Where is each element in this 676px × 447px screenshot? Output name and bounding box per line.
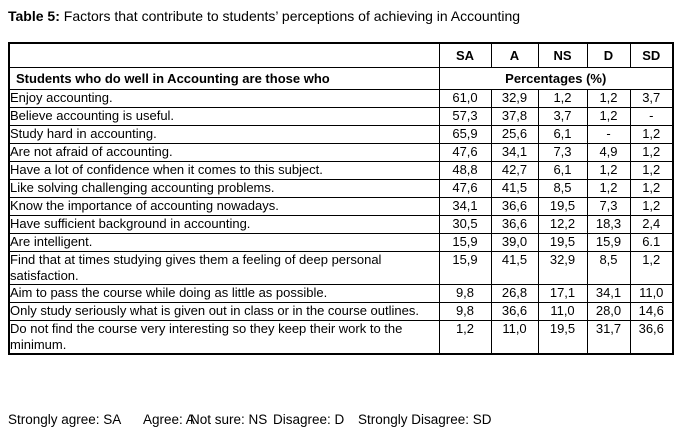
- row-value: 25,6: [491, 126, 538, 144]
- row-value: 3,7: [538, 108, 587, 126]
- legend-strongly-disagree: Strongly Disagree: SD: [358, 412, 492, 427]
- row-label: Have a lot of confidence when it comes to this subject.: [9, 162, 439, 180]
- row-label: Only study seriously what is given out in class or in the course outlines.: [9, 303, 439, 321]
- legend-not-sure: Not sure: NS: [190, 412, 268, 427]
- row-value: 30,5: [439, 216, 491, 234]
- column-header-a: A: [491, 43, 538, 68]
- table-caption-text: Factors that contribute to students’ perceptions of achieving in Accounting: [59, 8, 521, 24]
- legend: [0, 412, 676, 430]
- legend-disagree: Disagree: D: [273, 412, 345, 427]
- row-value: 15,9: [587, 234, 630, 252]
- row-value: 1,2: [587, 90, 630, 108]
- row-value: 6.1: [630, 234, 673, 252]
- table-row: [9, 90, 673, 108]
- row-value: 34,1: [439, 198, 491, 216]
- row-value: 1,2: [587, 180, 630, 198]
- table-row: [9, 144, 673, 162]
- row-value: 47,6: [439, 144, 491, 162]
- row-label: Have sufficient background in accounting.: [9, 216, 439, 234]
- row-value: 65,9: [439, 126, 491, 144]
- table-row: [9, 303, 673, 321]
- row-value: 19,5: [538, 321, 587, 355]
- row-value: 47,6: [439, 180, 491, 198]
- row-label: Enjoy accounting.: [9, 90, 439, 108]
- row-label: Are intelligent.: [9, 234, 439, 252]
- row-value: 36,6: [630, 321, 673, 355]
- row-label: Are not afraid of accounting.: [9, 144, 439, 162]
- row-value: 34,1: [587, 285, 630, 303]
- factors-table: [8, 42, 674, 355]
- table-row: [9, 285, 673, 303]
- empty-header-cell: [9, 43, 439, 68]
- row-value: 11,0: [538, 303, 587, 321]
- subheader-row: [9, 68, 673, 90]
- row-label: Like solving challenging accounting problems.: [9, 180, 439, 198]
- row-label: Aim to pass the course while doing as little as possible.: [9, 285, 439, 303]
- row-label: Believe accounting is useful.: [9, 108, 439, 126]
- row-value: 3,7: [630, 90, 673, 108]
- row-value: 1,2: [630, 252, 673, 285]
- row-value: 32,9: [491, 90, 538, 108]
- row-label: Do not find the course very interesting so they keep their work to the minimum.: [9, 321, 439, 355]
- row-value: 15,9: [439, 252, 491, 285]
- row-value: 18,3: [587, 216, 630, 234]
- row-value: 6,1: [538, 126, 587, 144]
- row-value: 2,4: [630, 216, 673, 234]
- table-body: [9, 90, 673, 355]
- column-header-sa: SA: [439, 43, 491, 68]
- row-value: 39,0: [491, 234, 538, 252]
- row-header-label: Students who do well in Accounting are those who: [9, 68, 439, 90]
- table-row: [9, 108, 673, 126]
- legend-agree: Agree: A: [143, 412, 195, 427]
- row-value: 12,2: [538, 216, 587, 234]
- row-value: 1,2: [630, 144, 673, 162]
- row-value: 8,5: [587, 252, 630, 285]
- row-value: 36,6: [491, 198, 538, 216]
- row-value: 9,8: [439, 303, 491, 321]
- row-value: 36,6: [491, 303, 538, 321]
- row-value: 19,5: [538, 234, 587, 252]
- row-value: 61,0: [439, 90, 491, 108]
- column-header-ns: NS: [538, 43, 587, 68]
- row-value: 17,1: [538, 285, 587, 303]
- row-label: Find that at times studying gives them a feeling of deep personal satisfaction.: [9, 252, 439, 285]
- row-value: 36,6: [491, 216, 538, 234]
- row-value: 1,2: [630, 162, 673, 180]
- row-value: -: [630, 108, 673, 126]
- percentages-header: Percentages (%): [439, 68, 673, 90]
- row-value: 11,0: [630, 285, 673, 303]
- row-value: 28,0: [587, 303, 630, 321]
- row-value: 1,2: [439, 321, 491, 355]
- row-value: 6,1: [538, 162, 587, 180]
- row-value: 7,3: [587, 198, 630, 216]
- legend-strongly-agree: Strongly agree: SA: [8, 412, 122, 427]
- row-value: -: [587, 126, 630, 144]
- row-value: 31,7: [587, 321, 630, 355]
- table-row: [9, 162, 673, 180]
- row-value: 15,9: [439, 234, 491, 252]
- row-value: 4,9: [587, 144, 630, 162]
- row-value: 7,3: [538, 144, 587, 162]
- table-row: [9, 216, 673, 234]
- table-row: [9, 234, 673, 252]
- row-value: 34,1: [491, 144, 538, 162]
- row-value: 26,8: [491, 285, 538, 303]
- row-value: 1,2: [538, 90, 587, 108]
- table-row: [9, 252, 673, 285]
- column-header-row: [9, 43, 673, 68]
- row-value: 19,5: [538, 198, 587, 216]
- row-value: 9,8: [439, 285, 491, 303]
- row-value: 1,2: [587, 108, 630, 126]
- row-value: 57,3: [439, 108, 491, 126]
- row-value: 1,2: [587, 162, 630, 180]
- table-row: [9, 126, 673, 144]
- row-value: 14,6: [630, 303, 673, 321]
- row-value: 1,2: [630, 126, 673, 144]
- row-value: 48,8: [439, 162, 491, 180]
- row-value: 41,5: [491, 180, 538, 198]
- row-value: 41,5: [491, 252, 538, 285]
- table-row: [9, 198, 673, 216]
- column-header-d: D: [587, 43, 630, 68]
- row-value: 8,5: [538, 180, 587, 198]
- table-caption: [8, 8, 520, 25]
- row-value: 32,9: [538, 252, 587, 285]
- table-caption-number: Table 5:: [8, 8, 60, 24]
- row-value: 42,7: [491, 162, 538, 180]
- table-row: [9, 321, 673, 355]
- row-label: Know the importance of accounting nowadays.: [9, 198, 439, 216]
- row-value: 11,0: [491, 321, 538, 355]
- row-label: Study hard in accounting.: [9, 126, 439, 144]
- column-header-sd: SD: [630, 43, 673, 68]
- row-value: 37,8: [491, 108, 538, 126]
- row-value: 1,2: [630, 198, 673, 216]
- table-row: [9, 180, 673, 198]
- row-value: 1,2: [630, 180, 673, 198]
